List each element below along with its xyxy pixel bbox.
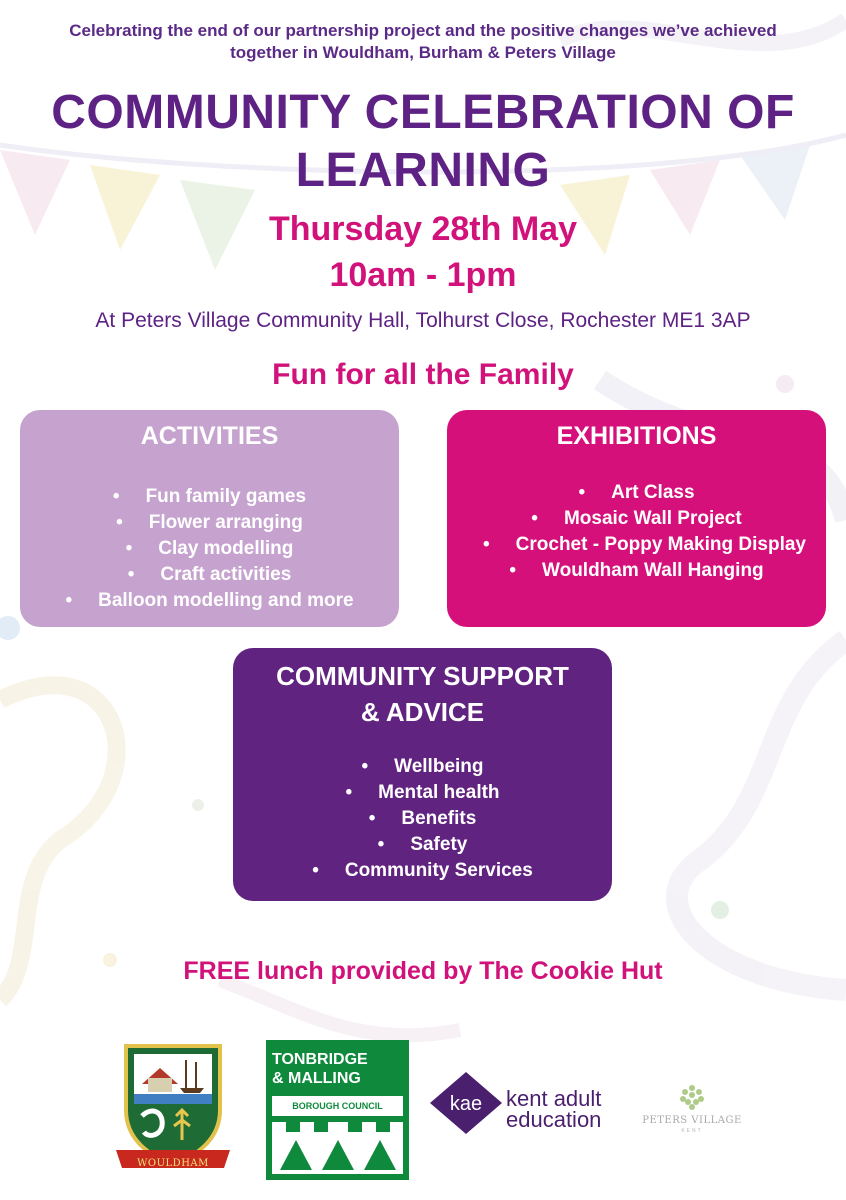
wouldham-crest-logo <box>112 1040 234 1180</box>
exhibitions-heading: EXHIBITIONS <box>556 422 717 450</box>
page-title <box>0 84 846 200</box>
list-item: • Clay modelling <box>125 538 294 559</box>
kae-diamond-icon <box>430 1072 502 1134</box>
kae-line-2: education <box>506 1107 602 1132</box>
list-item: • Benefits <box>368 808 477 829</box>
lunch-note: FREE lunch provided by The Cookie Hut <box>183 957 663 985</box>
kae-text <box>506 1088 601 1130</box>
kae-mark: kae <box>449 1093 483 1115</box>
castle-icon <box>272 1122 403 1174</box>
list-item: • Safety <box>377 834 468 855</box>
intro-line-1: Celebrating the end of our partnership project and the positive changes we’ve achieved <box>69 21 777 40</box>
support-box <box>233 648 612 901</box>
exhibitions-list <box>447 480 826 584</box>
peters-village-name: PETERS VILLAGE <box>642 1115 742 1126</box>
tmbc-council-bar: BOROUGH COUNCIL <box>272 1096 403 1116</box>
kent-adult-education-logo <box>430 1072 630 1134</box>
tonbridge-malling-logo <box>266 1040 409 1180</box>
list-item: • Fun family games <box>112 486 307 507</box>
title-line-1: COMMUNITY CELEBRATION OF <box>51 86 795 139</box>
event-venue: At Peters Village Community Hall, Tolhurst Close, Rochester ME1 3AP <box>95 309 751 332</box>
activities-heading: ACTIVITIES <box>140 422 279 450</box>
event-date: Thursday 28th May <box>269 210 577 248</box>
list-item: • Wellbeing <box>361 756 484 777</box>
event-datetime <box>0 206 846 298</box>
exhibitions-box <box>447 410 826 627</box>
support-heading-line-1: COMMUNITY SUPPORT <box>276 661 569 691</box>
list-item: • Balloon modelling and more <box>65 590 354 611</box>
peters-village-logo <box>640 1080 744 1140</box>
list-item: • Mental health <box>345 782 500 803</box>
tmbc-line-2: & MALLING <box>272 1070 361 1087</box>
intro-text <box>0 20 846 64</box>
support-heading-line-2: & ADVICE <box>360 697 485 727</box>
list-item: • Crochet - Poppy Making Display <box>483 534 806 555</box>
activities-list <box>20 484 399 614</box>
intro-line-2: together in Wouldham, Burham & Peters Village <box>230 43 616 62</box>
activities-box <box>20 410 399 627</box>
peters-village-sub: KENT <box>681 1128 703 1134</box>
list-item: • Community Services <box>312 860 533 881</box>
support-list <box>233 754 612 884</box>
support-heading <box>233 658 612 730</box>
list-item: • Wouldham Wall Hanging <box>509 560 764 581</box>
crest-label: WOULDHAM <box>137 1158 209 1169</box>
kae-line-1: kent adult <box>506 1086 602 1111</box>
list-item: • Flower arranging <box>116 512 303 533</box>
tmbc-name <box>272 1050 403 1088</box>
tagline: Fun for all the Family <box>272 358 574 391</box>
tree-icon <box>677 1082 707 1112</box>
event-time: 10am - 1pm <box>329 256 517 294</box>
list-item: • Craft activities <box>127 564 292 585</box>
list-item: • Art Class <box>578 482 695 503</box>
title-line-2: LEARNING <box>295 144 551 197</box>
tmbc-line-1: TONBRIDGE <box>272 1051 368 1068</box>
list-item: • Mosaic Wall Project <box>531 508 742 529</box>
